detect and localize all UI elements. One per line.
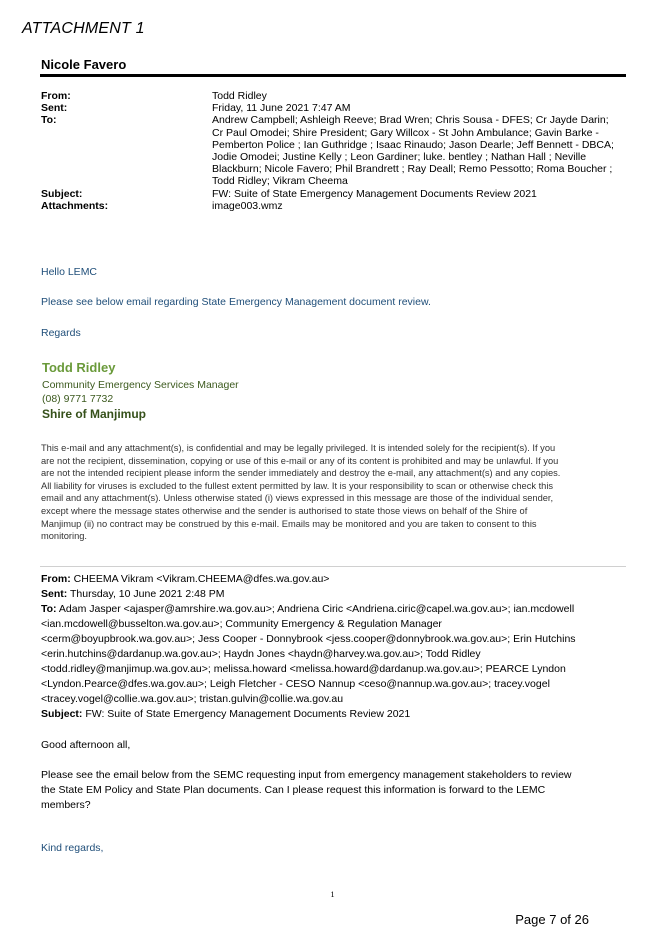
signature-title: Community Emergency Services Manager	[42, 379, 239, 391]
fwd-to-row	[41, 602, 631, 617]
signature-name: Todd Ridley	[42, 360, 116, 375]
disclaimer	[41, 442, 625, 543]
fwd-from-row	[41, 572, 631, 587]
attachments-value: image003.wmz	[212, 199, 283, 212]
fwd-from-label: From:	[41, 573, 71, 585]
to-value	[212, 114, 631, 187]
fwd-body-line: the State EM Policy and State Plan documents. Can I please request this information is forward to the LEMC	[41, 784, 546, 796]
page-indicator: Page 7 of 26	[515, 912, 589, 927]
signature-phone: (08) 9771 7732	[42, 393, 114, 405]
to-label: To:	[41, 114, 57, 127]
fwd-greeting: Good afternoon all,	[41, 739, 131, 751]
subject-row	[41, 188, 631, 200]
fwd-to-line: <erin.hutchins@dardanup.wa.gov.au>; Haydn Jones <haydn@harvey.wa.gov.au>; Todd Ridley	[41, 648, 481, 660]
person-name: Nicole Favero	[41, 57, 127, 72]
attachments-row	[41, 200, 631, 212]
disclaimer-line: are not the intended recipient please inform the sender immediately and destroy the e-mail, any attachment(s) and any copies.	[41, 468, 561, 479]
attachment-title: ATTACHMENT 1	[22, 20, 145, 37]
fwd-body-line: Please see the email below from the SEMC requesting input from emergency management stakeholders to review	[41, 769, 572, 781]
to-line: Jodie Omodei; Justine Kelly ; Leon Gardiner; luke. bentley ; Nathan Hall ; Neville	[212, 151, 587, 164]
disclaimer-line: This e-mail and any attachment(s), is confidential and may be legally privileged. It is intended solely for the recipient(s). If you	[41, 443, 556, 453]
to-row	[41, 114, 631, 187]
to-line: Blackburn; Nicole Favero; Phil Brandrett ; Ray Deall; Remo Pessotto; Roma Boucher ;	[212, 163, 613, 176]
forwarded-header	[41, 572, 631, 722]
closing: Regards	[41, 327, 81, 339]
to-line: Andrew Campbell; Ashleigh Reeve; Brad Wren; Chris Sousa - DFES; Cr Jayde Darin;	[212, 114, 609, 127]
disclaimer-line: All liability for viruses is excluded to the fullest extent permitted by law. It is your responsibility to scan or otherwise check this	[41, 480, 554, 491]
message-body: Please see below email regarding State Emergency Management document review.	[41, 296, 431, 308]
fwd-subject-row	[41, 707, 631, 722]
sent-row	[41, 102, 631, 114]
fwd-to-value: Adam Jasper <ajasper@amrshire.wa.gov.au>; Andriena Ciric <Andriena.ciric@capel.wa.gov.au>; ian.mcdowell	[56, 603, 575, 615]
fwd-to-line: <cerm@boyupbrook.wa.gov.au>; Jess Cooper - Donnybrook <jess.cooper@donnybrook.wa.gov.au>; Erin Hutchins	[41, 633, 576, 645]
from-label: From:	[41, 90, 71, 102]
inner-page-number: 1	[330, 889, 335, 899]
fwd-subject-value: FW: Suite of State Emergency Management Documents Review 2021	[82, 708, 411, 720]
header-rule	[40, 74, 626, 77]
fwd-subject-label: Subject:	[41, 708, 83, 720]
fwd-sent-label: Sent:	[41, 588, 68, 600]
fwd-body	[41, 768, 627, 813]
to-line: Cr Paul Omodei; Shire President; Gary Willcox - St John Ambulance; Gavin Barke -	[212, 126, 599, 139]
fwd-sent-value: Thursday, 10 June 2021 2:48 PM	[67, 588, 225, 600]
disclaimer-line: email and any attachment(s). Unless otherwise stated (i) views expressed in this message are those of the individual sender,	[41, 493, 554, 504]
subject-value: FW: Suite of State Emergency Management Documents Review 2021	[212, 187, 537, 200]
disclaimer-line: except where the message states otherwise and the sender is authorised to state those views on behalf of the Shire of	[41, 505, 528, 516]
email-header	[41, 90, 631, 212]
disclaimer-line: are not the recipient, dissemination, copying or use of this e-mail or any of its content is prohibited and may be unlawful. If you	[41, 455, 559, 466]
to-line: Todd Ridley; Vikram Cheema	[212, 175, 348, 188]
fwd-to-line: <ian.mcdowell@busselton.wa.gov.au>; Community Emergency & Regulation Manager	[41, 618, 442, 630]
fwd-closing: Kind regards,	[41, 842, 104, 854]
signature-org: Shire of Manjimup	[42, 407, 147, 421]
sent-label: Sent:	[41, 102, 68, 115]
subject-label: Subject:	[41, 187, 83, 200]
to-line: Pemberton Police ; Ian Guthridge ; Isaac Rinaudo; Jason Dearle; Jeff Bennett - DBCA;	[212, 138, 614, 151]
disclaimer-line: Manjimup (ii) no contract may be construed by this e-mail. Emails may be monitored and you are taken to consent to this	[41, 518, 537, 529]
fwd-sent-row	[41, 587, 631, 602]
disclaimer-line: monitoring.	[41, 531, 87, 542]
from-row	[41, 90, 631, 102]
greeting: Hello LEMC	[41, 266, 98, 278]
fwd-to-label: To:	[41, 603, 57, 615]
fwd-to-line: <todd.ridley@manjimup.wa.gov.au>; melissa.howard <melissa.howard@dardanup.wa.gov.au>; PEARCE Lyndon	[41, 663, 566, 675]
fwd-to-line: <Lyndon.Pearce@dfes.wa.gov.au>; Leigh Fletcher - CESO Nannup <ceso@nannup.wa.gov.au>; tracey.vogel	[41, 678, 550, 690]
fwd-to-line: <tracey.vogel@collie.wa.gov.au>; tristan.gulvin@collie.wa.gov.au	[41, 693, 344, 705]
fwd-body-line: members?	[41, 799, 91, 811]
attachments-label: Attachments:	[41, 199, 109, 212]
sent-value: Friday, 11 June 2021 7:47 AM	[212, 102, 351, 115]
fwd-from-value: CHEEMA Vikram <Vikram.CHEEMA@dfes.wa.gov.au>	[70, 573, 330, 585]
forward-separator	[40, 566, 626, 567]
from-value: Todd Ridley	[212, 90, 267, 102]
